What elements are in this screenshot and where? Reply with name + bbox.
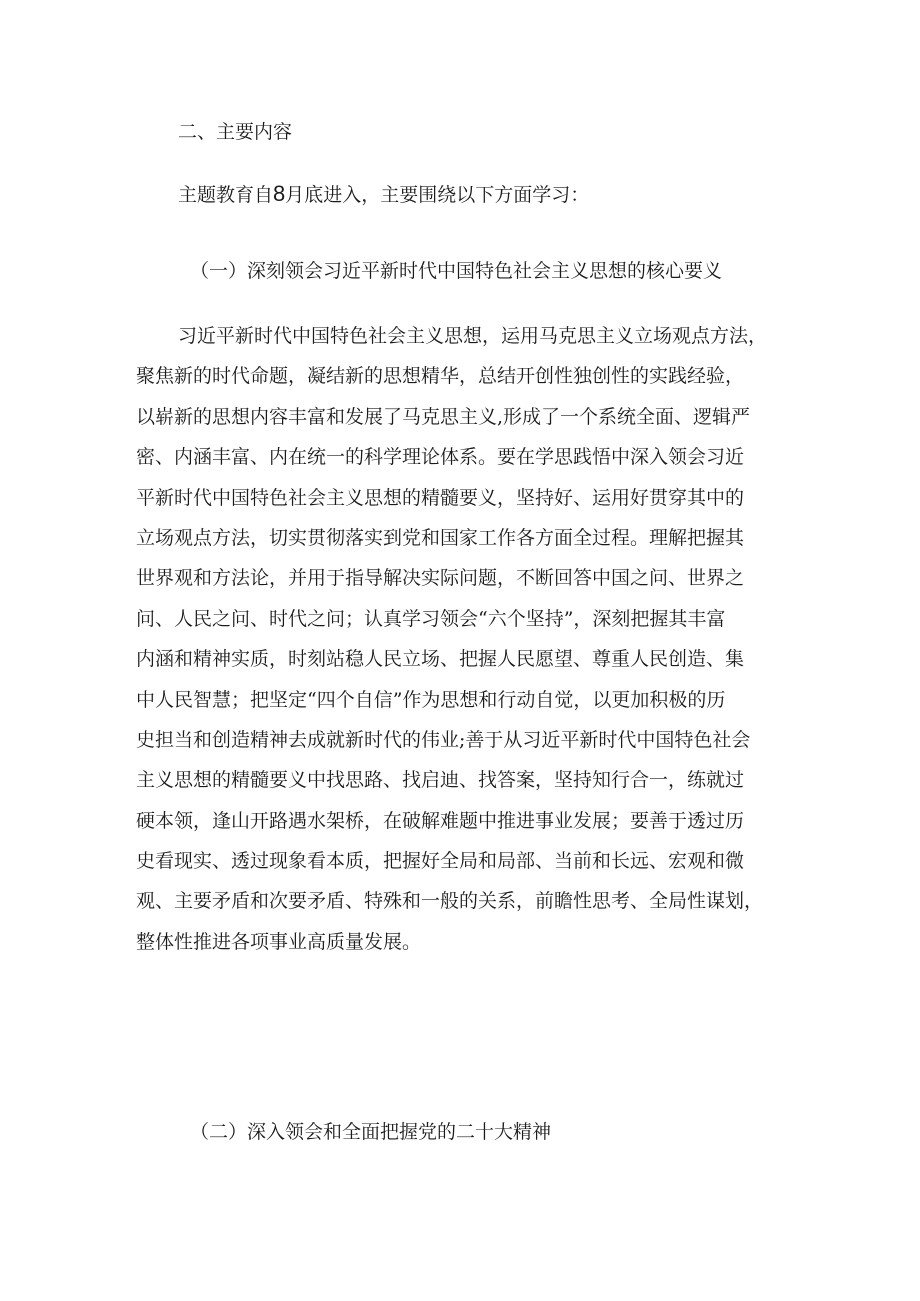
paragraph-line: 整体性推进各项事业高质量发展。: [136, 930, 422, 953]
paragraph-line: 中人民智慧；把坚定“四个自信”作为思想和行动自觉，以更加积极的历: [136, 688, 726, 711]
paragraph-line: 史看现实、透过现象看本质，把握好全局和局部、当前和长远、宏观和微: [136, 850, 745, 873]
paragraph-line: 以崭新的思想内容丰富和发展了马克思主义,形成了一个系统全面、逻辑严: [136, 405, 751, 428]
paragraph-line: 立场观点方法，切实贯彻落实到党和国家工作各方面全过程。理解把握其: [136, 526, 745, 549]
paragraph-line: 内涵和精神实质，时刻站稳人民立场、把握人民愿望、尊重人民创造、集: [136, 648, 745, 671]
paragraph-line: 世界观和方法论，并用于指导解决实际问题，不断回答中国之问、世界之: [136, 567, 745, 590]
paragraph-line: 聚焦新的时代命题，凝结新的思想精华，总结开创性独创性的实践经验，: [136, 365, 745, 388]
paragraph-line: 观、主要矛盾和次要矛盾、特殊和一般的关系，前瞻性思考、全局性谋划，: [136, 890, 764, 913]
intro-text-before: 主题教育自: [178, 184, 274, 206]
paragraph-line: 平新时代中国特色社会主义思想的精髓要义，坚持好、运用好贯穿其中的: [136, 486, 745, 509]
paragraph-line: 史担当和创造精神去成就新时代的伟业;善于从习近平新时代中国特色社会: [136, 728, 751, 751]
paragraph-line: 硬本领，逢山开路遇水架桥，在破解难题中推进事业发展；要善于透过历: [136, 809, 745, 832]
subheading-1: （一）深刻领会习近平新时代中国特色社会主义思想的核心要义: [190, 260, 723, 282]
intro-line: [178, 180, 589, 209]
section-heading: 二、主要内容: [178, 121, 293, 143]
intro-month-number: 8: [273, 181, 286, 206]
paragraph-line: 习近平新时代中国特色社会主义思想，运用马克思主义立场观点方法，: [178, 325, 768, 347]
paragraph-line: 问、人民之问、时代之问；认真学习领会“六个坚持”，深刻把握其丰富: [136, 607, 726, 630]
intro-text-after: 月底进入，主要围绕以下方面学习：: [285, 184, 590, 206]
subheading-2: （二）深入领会和全面把握党的二十大精神: [190, 1121, 552, 1143]
paragraph-line: 密、内涵丰富、内在统一的科学理论体系。要在学思践悟中深入领会习近: [136, 446, 745, 469]
paragraph-1: [136, 316, 816, 962]
paragraph-line: 主义思想的精髓要义中找思路、找启迪、找答案，坚持知行合一，练就过: [136, 769, 745, 792]
